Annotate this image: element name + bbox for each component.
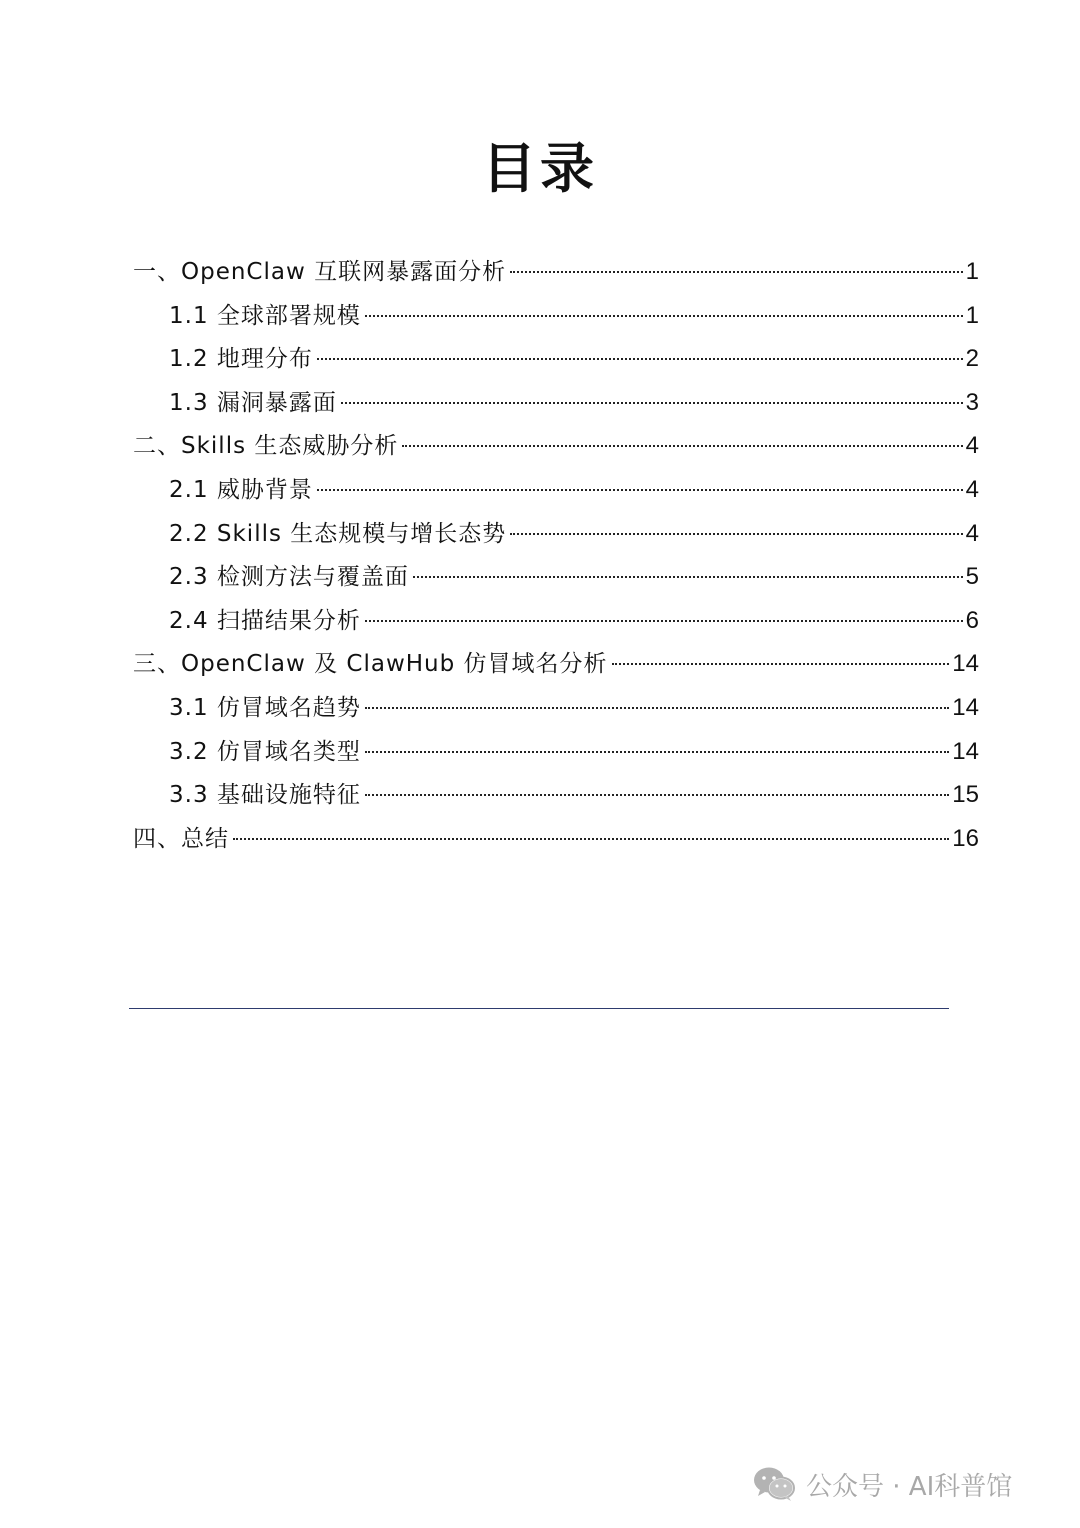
toc-dot-leader <box>317 489 963 491</box>
toc-entry-label: 2.3 检测方法与覆盖面 <box>169 564 409 591</box>
toc-entry[interactable] <box>133 773 979 817</box>
toc-entry-label: 四、总结 <box>133 825 229 852</box>
page-title: 目录 <box>482 136 598 200</box>
toc-entry[interactable] <box>133 294 979 338</box>
toc-dot-leader <box>510 533 962 535</box>
toc-entry-page-number: 3 <box>965 388 979 416</box>
toc-entry-label: 3.1 仿冒域名趋势 <box>169 694 361 721</box>
toc-entry-page-number: 4 <box>965 432 979 460</box>
toc-entry-label: 2.2 Skills 生态规模与增长态势 <box>169 520 507 547</box>
toc-entry-label: 2.1 威胁背景 <box>169 476 313 503</box>
toc-entry[interactable] <box>133 381 979 425</box>
toc-entry[interactable] <box>133 599 979 643</box>
divider <box>129 1008 949 1009</box>
toc-entry-page-number: 4 <box>965 519 979 547</box>
toc-entry[interactable] <box>133 730 979 774</box>
toc-dot-leader <box>365 751 949 753</box>
toc-entry-page-number: 14 <box>952 693 979 721</box>
toc-dot-leader <box>365 620 963 622</box>
toc-entry-label: 三、OpenClaw 及 ClawHub 仿冒域名分析 <box>133 651 608 678</box>
toc-entry-label: 3.3 基础设施特征 <box>169 782 361 809</box>
table-of-contents <box>133 250 979 860</box>
toc-entry-label: 3.2 仿冒域名类型 <box>169 738 361 765</box>
toc-entry[interactable] <box>133 686 979 730</box>
toc-entry-page-number: 15 <box>952 781 979 809</box>
toc-entry[interactable] <box>133 642 979 686</box>
toc-entry-label: 2.4 扫描结果分析 <box>169 607 361 634</box>
toc-entry-label: 1.1 全球部署规模 <box>169 302 361 329</box>
toc-entry-page-number: 14 <box>952 737 979 765</box>
wechat-icon <box>752 1465 796 1503</box>
toc-entry[interactable] <box>133 555 979 599</box>
watermark <box>752 1462 1012 1506</box>
toc-entry-page-number: 1 <box>965 301 979 329</box>
toc-dot-leader <box>365 794 949 796</box>
toc-dot-leader <box>510 271 963 273</box>
toc-entry[interactable] <box>133 817 979 861</box>
toc-entry[interactable] <box>133 512 979 556</box>
toc-dot-leader <box>413 576 963 578</box>
watermark-text: 公众号 · AI科普馆 <box>806 1471 1013 1502</box>
toc-entry[interactable] <box>133 424 979 468</box>
toc-dot-leader <box>365 315 963 317</box>
toc-entry-page-number: 2 <box>965 345 979 373</box>
toc-entry-label: 1.2 地理分布 <box>169 346 313 373</box>
toc-dot-leader <box>612 663 950 665</box>
toc-dot-leader <box>402 445 962 447</box>
toc-entry[interactable] <box>133 468 979 512</box>
toc-entry-page-number: 16 <box>952 824 979 852</box>
toc-entry-label: 一、OpenClaw 互联网暴露面分析 <box>133 259 507 285</box>
toc-entry-page-number: 14 <box>952 650 979 678</box>
toc-entry-page-number: 5 <box>965 563 979 591</box>
toc-dot-leader <box>233 838 949 840</box>
toc-dot-leader <box>365 707 949 709</box>
toc-entry[interactable] <box>133 337 979 381</box>
toc-entry-page-number: 4 <box>965 475 979 503</box>
toc-entry[interactable] <box>133 250 979 294</box>
toc-entry-page-number: 1 <box>965 258 979 285</box>
toc-dot-leader <box>341 402 963 404</box>
toc-entry-label: 二、Skills 生态威胁分析 <box>133 433 399 460</box>
toc-entry-label: 1.3 漏洞暴露面 <box>169 389 337 416</box>
toc-entry-page-number: 6 <box>965 606 979 634</box>
toc-dot-leader <box>317 358 963 360</box>
